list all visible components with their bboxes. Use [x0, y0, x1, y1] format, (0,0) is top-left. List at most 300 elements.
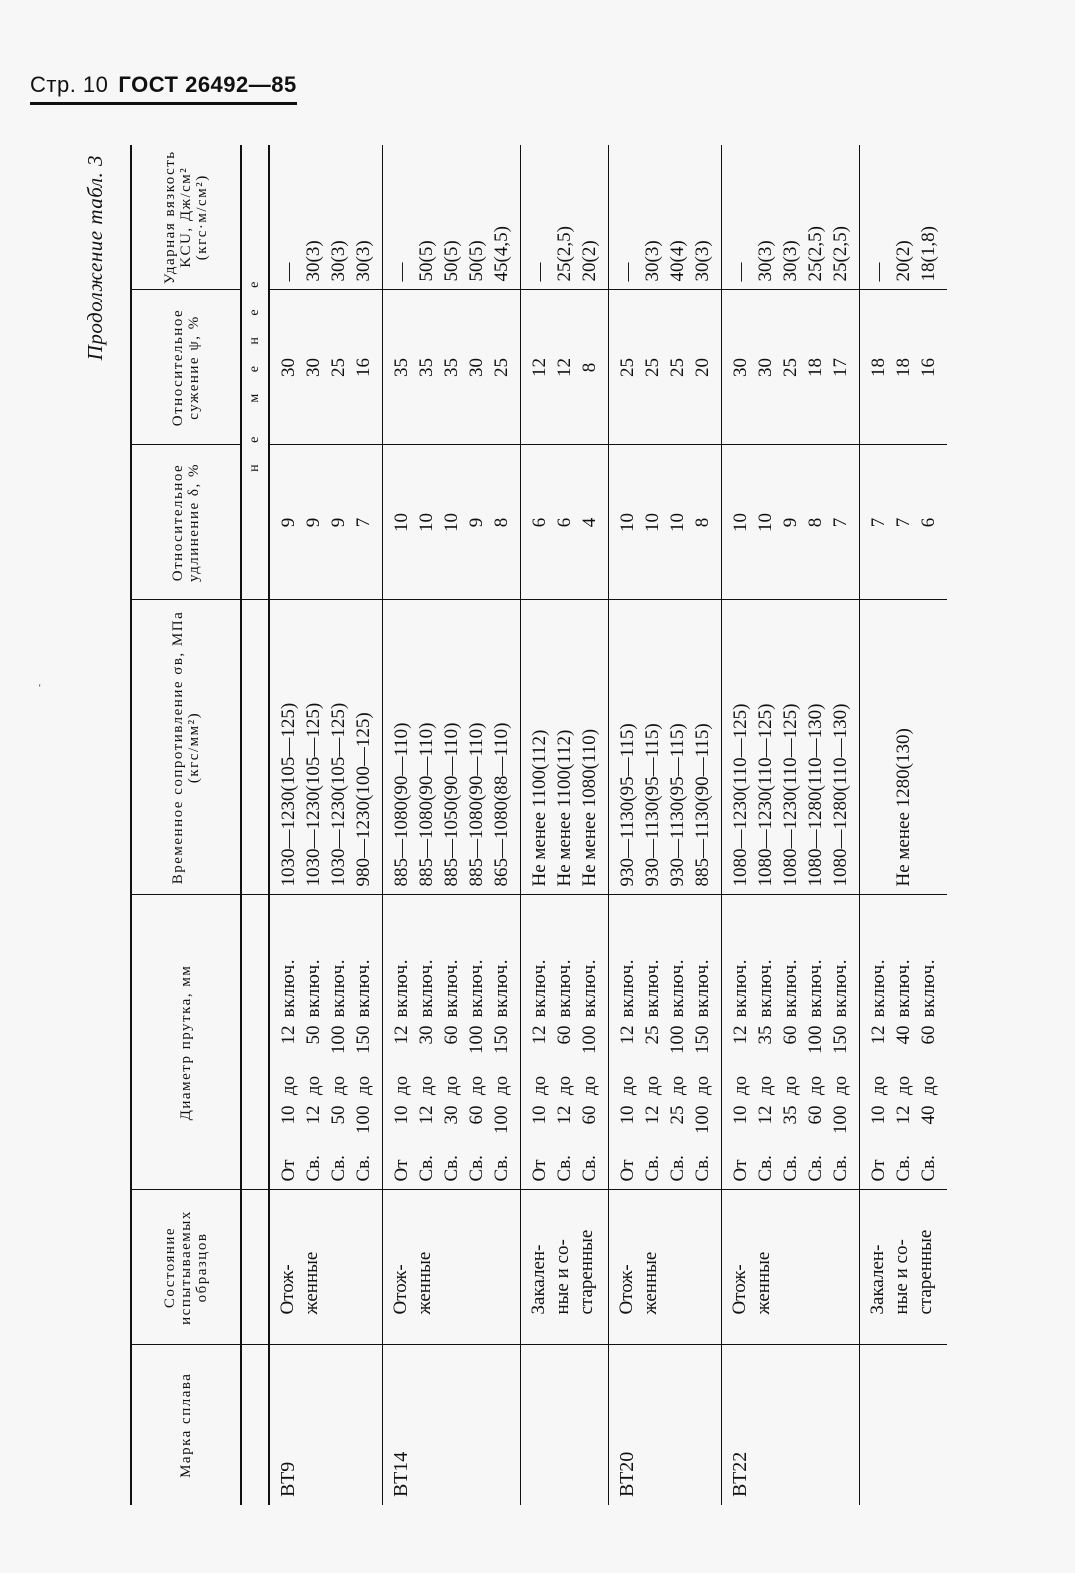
diameter-to: 50: [303, 1025, 324, 1045]
tensile-cell: [383, 600, 521, 895]
diameter-pre: Св.: [466, 1155, 487, 1182]
properties-table: [130, 145, 947, 1505]
diameter-to: 60: [441, 1025, 462, 1045]
elongation-cell-value: 10: [617, 513, 638, 532]
col-tensile: Временное сопротивление σв, МПа (кгс/мм²): [131, 600, 241, 895]
diameter-do: до: [353, 1075, 374, 1096]
diameter-from: 12: [554, 1105, 575, 1125]
reduction-cell-value: 25: [780, 358, 801, 377]
table-group-row: [609, 145, 722, 1505]
elongation-cell-value: 10: [667, 513, 688, 532]
elongation-cell-value: 10: [730, 513, 751, 532]
impact-cell-value: 20(2): [579, 240, 600, 282]
col-elongation: Относительное удлинение δ, %: [131, 445, 241, 600]
diameter-from: 35: [780, 1105, 801, 1125]
diameter-do: до: [642, 1075, 663, 1096]
table-caption: Продолжение табл. 3: [83, 155, 107, 361]
impact-cell-value: 20(2): [893, 240, 914, 282]
alloy-cell: [521, 1345, 609, 1505]
diameter-vkl: включ.: [303, 959, 324, 1018]
impact-cell-value: —: [617, 262, 638, 282]
tensile-cell-value: 885—1080(90—110): [391, 722, 412, 887]
tensile-cell: [609, 600, 722, 895]
tensile-cell-value: 1030—1230(105—125): [328, 702, 349, 887]
diameter-to: 100: [328, 1025, 349, 1054]
diameter-range: [552, 904, 577, 1182]
diameter-to: 150: [491, 1025, 512, 1054]
impact-cell: [521, 145, 609, 290]
rotated-table-block: [85, 145, 1045, 1505]
diameter-range: [439, 904, 464, 1182]
impact-cell: [609, 145, 722, 290]
reduction-cell-value: 30: [303, 358, 324, 377]
diameter-pre: Св.: [805, 1155, 826, 1182]
diameter-to: 12: [868, 1025, 889, 1045]
diameter-vkl: включ.: [353, 959, 374, 1018]
tensile-cell-value: 885—1050(90—110): [441, 722, 462, 887]
tensile-cell-value: 1030—1230(105—125): [303, 702, 324, 887]
diameter-range: [301, 904, 326, 1182]
reduction-cell-value: 35: [391, 358, 412, 377]
diameter-range: [778, 904, 803, 1182]
diameter-from: 60: [805, 1105, 826, 1125]
impact-cell-value: 30(3): [755, 240, 776, 282]
diameter-pre: Св.: [918, 1155, 939, 1182]
tensile-cell-value: 1080—1230(110—125): [780, 703, 801, 887]
diameter-pre: Св.: [893, 1155, 914, 1182]
diameter-to: 150: [830, 1025, 851, 1054]
diameter-to: 100: [805, 1025, 826, 1054]
reduction-cell-value: 35: [441, 358, 462, 377]
diameter-vkl: включ.: [617, 959, 638, 1018]
diameter-pre: Св.: [328, 1155, 349, 1182]
elongation-cell-value: 8: [692, 517, 713, 528]
diameter-from: 100: [353, 1105, 374, 1134]
diameter-from: 100: [830, 1105, 851, 1134]
diameter-from: 10: [617, 1105, 638, 1125]
tensile-cell-value: Не менее 1080(110): [579, 728, 600, 887]
diameter-vkl: включ.: [918, 959, 939, 1018]
diameter-from: 12: [416, 1105, 437, 1125]
diameter-to: 60: [554, 1025, 575, 1045]
diameter-vkl: включ.: [730, 959, 751, 1018]
tensile-cell-value: 885—1080(90—110): [416, 722, 437, 887]
elongation-cell-value: 4: [579, 517, 600, 528]
diameter-do: до: [328, 1075, 349, 1096]
diameter-range: [891, 904, 916, 1182]
diameter-range: [351, 904, 376, 1182]
diameter-do: до: [780, 1075, 801, 1096]
col-reduction: Относительное сужение ψ, %: [131, 290, 241, 445]
table-group-row: [860, 145, 948, 1505]
diameter-range: [326, 904, 351, 1182]
diameter-pre: Св.: [830, 1155, 851, 1182]
impact-cell-value: 25(2,5): [830, 226, 851, 282]
impact-cell-value: 25(2,5): [554, 226, 575, 282]
diameter-range: [753, 904, 778, 1182]
diameter-pre: Св.: [441, 1155, 462, 1182]
reduction-cell-value: 8: [579, 362, 600, 373]
reduction-cell-value: 20: [692, 358, 713, 377]
elongation-cell-value: 8: [805, 517, 826, 528]
reduction-cell-value: 30: [466, 358, 487, 377]
diameter-do: до: [730, 1075, 751, 1096]
diameter-to: 12: [617, 1025, 638, 1045]
diameter-vkl: включ.: [529, 959, 550, 1018]
elongation-cell-value: 7: [353, 517, 374, 528]
state-cell: Закален- ные и со- старенные: [860, 1190, 948, 1345]
reduction-cell-value: 18: [868, 358, 889, 377]
alloy-cell: ВТ9: [277, 1461, 299, 1497]
reduction-cell-value: 30: [730, 358, 751, 377]
tensile-cell-value: 865—1080(88—110): [491, 722, 512, 887]
impact-cell-value: 40(4): [667, 240, 688, 282]
elongation-cell-value: 7: [830, 517, 851, 528]
diameter-cell: [521, 895, 609, 1190]
diameter-pre: Св.: [303, 1155, 324, 1182]
diameter-do: до: [617, 1075, 638, 1096]
diameter-range: [527, 904, 552, 1182]
diameter-range: [728, 904, 753, 1182]
diameter-from: 40: [918, 1105, 939, 1125]
impact-cell-value: 45(4,5): [491, 226, 512, 282]
col-state: Состояние испытываемых образцов: [131, 1190, 241, 1345]
reduction-cell: [521, 290, 609, 445]
diameter-pre: От: [391, 1159, 412, 1182]
diameter-from: 12: [642, 1105, 663, 1125]
reduction-cell: [383, 290, 521, 445]
header-row: [131, 145, 241, 1505]
diameter-to: 150: [692, 1025, 713, 1054]
diameter-vkl: включ.: [755, 959, 776, 1018]
diameter-vkl: включ.: [830, 959, 851, 1018]
diameter-cell: [609, 895, 722, 1190]
diameter-vkl: включ.: [491, 959, 512, 1018]
diameter-from: 50: [328, 1105, 349, 1125]
diameter-cell: [722, 895, 860, 1190]
diameter-to: 12: [529, 1025, 550, 1045]
diameter-vkl: включ.: [868, 959, 889, 1018]
impact-cell: [269, 145, 383, 290]
impact-cell-value: 30(3): [780, 240, 801, 282]
elongation-cell: [722, 445, 860, 600]
diameter-vkl: включ.: [692, 959, 713, 1018]
diameter-range: [414, 904, 439, 1182]
elongation-cell-value: 9: [303, 517, 324, 528]
elongation-cell: [521, 445, 609, 600]
tensile-cell-value: 1080—1230(110—125): [730, 703, 751, 887]
tensile-cell-value: Не менее 1100(112): [554, 729, 575, 887]
diameter-range: [916, 904, 941, 1182]
diameter-range: [866, 904, 891, 1182]
page-number: Стр. 10: [30, 72, 109, 97]
diameter-do: до: [830, 1075, 851, 1096]
diameter-cell: [383, 895, 521, 1190]
diameter-vkl: включ.: [893, 959, 914, 1018]
impact-cell-value: —: [391, 262, 412, 282]
elongation-cell-value: 10: [441, 513, 462, 532]
col-alloy: Марка сплава: [131, 1345, 241, 1505]
tensile-cell-value: 930—1130(95—115): [642, 723, 663, 887]
diameter-vkl: включ.: [642, 959, 663, 1018]
diameter-to: 35: [755, 1025, 776, 1045]
state-cell: Отож- женные: [609, 1190, 722, 1345]
standard-number: ГОСТ 26492—85: [118, 72, 297, 97]
diameter-vkl: включ.: [805, 959, 826, 1018]
tensile-cell: [521, 600, 609, 895]
impact-cell-value: —: [868, 262, 889, 282]
tensile-cell-value: Не менее 1100(112): [529, 729, 550, 887]
reduction-cell-value: 35: [416, 358, 437, 377]
diameter-range: [690, 904, 715, 1182]
state-cell: Отож- женные: [722, 1190, 860, 1345]
diameter-cell: [860, 895, 948, 1190]
diameter-vkl: включ.: [278, 959, 299, 1018]
tensile-cell-value: 885—1080(90—110): [466, 722, 487, 887]
state-cell: Закален- ные и со- старенные: [521, 1190, 609, 1345]
reduction-cell-value: 25: [328, 358, 349, 377]
diameter-pre: От: [617, 1159, 638, 1182]
elongation-cell-value: 6: [529, 517, 550, 528]
diameter-pre: Св.: [579, 1155, 600, 1182]
diameter-pre: Св.: [642, 1155, 663, 1182]
diameter-to: 25: [642, 1025, 663, 1045]
tensile-cell-value: 1080—1280(110—130): [805, 703, 826, 887]
elongation-cell-value: 10: [391, 513, 412, 532]
diameter-to: 100: [579, 1025, 600, 1054]
reduction-cell-value: 17: [830, 358, 851, 377]
state-cell: Отож- женные: [383, 1190, 521, 1345]
diameter-pre: Св.: [692, 1155, 713, 1182]
impact-cell-value: —: [730, 262, 751, 282]
diameter-pre: От: [278, 1159, 299, 1182]
elongation-cell-value: 10: [755, 513, 776, 532]
diameter-pre: Св.: [667, 1155, 688, 1182]
impact-cell-value: 30(3): [642, 240, 663, 282]
reduction-cell: [860, 290, 948, 445]
impact-cell-value: —: [278, 262, 299, 282]
diameter-to: 150: [353, 1025, 374, 1054]
table-group-row: [521, 145, 609, 1505]
impact-cell-value: 50(5): [441, 240, 462, 282]
alloy-cell: ВТ20: [609, 1345, 722, 1505]
tensile-cell-value: 930—1130(95—115): [617, 723, 638, 887]
impact-cell-value: 18(1,8): [918, 226, 939, 282]
elongation-cell-value: 9: [278, 517, 299, 528]
diameter-do: до: [667, 1075, 688, 1096]
elongation-cell: [609, 445, 722, 600]
impact-cell-value: 30(3): [353, 240, 374, 282]
diameter-to: 100: [667, 1025, 688, 1054]
elongation-cell-value: 9: [466, 517, 487, 528]
state-cell: Отож- женные: [269, 1190, 383, 1345]
diameter-range: [276, 904, 301, 1182]
diameter-do: до: [391, 1075, 412, 1096]
diameter-pre: Св.: [353, 1155, 374, 1182]
diameter-to: 12: [391, 1025, 412, 1045]
elongation-cell-value: 6: [918, 517, 939, 528]
diameter-vkl: включ.: [328, 959, 349, 1018]
diameter-from: 10: [529, 1105, 550, 1125]
diameter-range: [640, 904, 665, 1182]
diameter-from: 60: [466, 1105, 487, 1125]
subheader-row: [241, 145, 269, 1505]
diameter-pre: От: [730, 1159, 751, 1182]
tensile-cell-value: 930—1130(95—115): [667, 723, 688, 887]
diameter-from: 12: [755, 1105, 776, 1125]
alloy-cell: ВТ22: [722, 1345, 860, 1505]
diameter-to: 30: [416, 1025, 437, 1045]
diameter-do: до: [579, 1075, 600, 1096]
diameter-to: 12: [730, 1025, 751, 1045]
reduction-cell: [609, 290, 722, 445]
diameter-do: до: [303, 1075, 324, 1096]
diameter-from: 100: [692, 1105, 713, 1134]
impact-cell-value: 50(5): [466, 240, 487, 282]
diameter-do: до: [554, 1075, 575, 1096]
diameter-vkl: включ.: [780, 959, 801, 1018]
diameter-do: до: [278, 1075, 299, 1096]
reduction-cell-value: 25: [667, 358, 688, 377]
reduction-cell: [269, 290, 383, 445]
elongation-cell: [860, 445, 948, 600]
tensile-cell-value: 885—1130(90—115): [692, 723, 713, 887]
diameter-to: 12: [278, 1025, 299, 1045]
tensile-cell: [722, 600, 860, 895]
page-header: [30, 72, 297, 105]
diameter-pre: Св.: [780, 1155, 801, 1182]
reduction-cell-value: 18: [805, 358, 826, 377]
diameter-range: [489, 904, 514, 1182]
elongation-cell-value: 10: [416, 513, 437, 532]
alloy-cell: [860, 1345, 948, 1505]
alloy-cell: ВТ14: [383, 1345, 521, 1505]
reduction-cell-value: 25: [617, 358, 638, 377]
table-group-row: [269, 145, 383, 1505]
diameter-from: 60: [579, 1105, 600, 1125]
diameter-pre: От: [868, 1159, 889, 1182]
diameter-from: 10: [730, 1105, 751, 1125]
diameter-from: 10: [278, 1105, 299, 1125]
diameter-from: 100: [491, 1105, 512, 1134]
diameter-from: 25: [667, 1105, 688, 1125]
elongation-cell: [269, 445, 383, 600]
elongation-cell-value: 8: [491, 517, 512, 528]
elongation-cell-value: 7: [868, 517, 889, 528]
diameter-do: до: [692, 1075, 713, 1096]
diameter-do: до: [893, 1075, 914, 1096]
diameter-vkl: включ.: [391, 959, 412, 1018]
tensile-cell-value: 980—1230(100—125): [353, 712, 374, 887]
min-note: н е м е н е е: [241, 145, 269, 600]
diameter-range: [577, 904, 602, 1182]
reduction-cell-value: 12: [529, 358, 550, 377]
elongation-cell-value: 9: [780, 517, 801, 528]
diameter-range: [464, 904, 489, 1182]
diameter-do: до: [441, 1075, 462, 1096]
diameter-vkl: включ.: [416, 959, 437, 1018]
impact-cell-value: 25(2,5): [805, 226, 826, 282]
col-impact: Ударная вязкость KCU, Дж/см² (кгс·м/см²): [131, 145, 241, 290]
diameter-vkl: включ.: [667, 959, 688, 1018]
diameter-to: 40: [893, 1025, 914, 1045]
diameter-range: [389, 904, 414, 1182]
reduction-cell-value: 25: [642, 358, 663, 377]
elongation-cell-value: 10: [642, 513, 663, 532]
diameter-from: 12: [303, 1105, 324, 1125]
diameter-pre: Св.: [491, 1155, 512, 1182]
reduction-cell-value: 30: [278, 358, 299, 377]
impact-cell-value: —: [529, 262, 550, 282]
diameter-from: 30: [441, 1105, 462, 1125]
scan-mark: ʻ: [38, 683, 42, 694]
elongation-cell-value: 9: [328, 517, 349, 528]
reduction-cell-value: 25: [491, 358, 512, 377]
diameter-range: [665, 904, 690, 1182]
diameter-to: 60: [918, 1025, 939, 1045]
diameter-vkl: включ.: [441, 959, 462, 1018]
impact-cell: [722, 145, 860, 290]
diameter-pre: От: [529, 1159, 550, 1182]
reduction-cell-value: 30: [755, 358, 776, 377]
diameter-from: 10: [391, 1105, 412, 1125]
diameter-vkl: включ.: [554, 959, 575, 1018]
diameter-do: до: [416, 1075, 437, 1096]
diameter-do: до: [918, 1075, 939, 1096]
diameter-pre: Св.: [755, 1155, 776, 1182]
elongation-cell-value: 6: [554, 517, 575, 528]
diameter-from: 12: [893, 1105, 914, 1125]
diameter-cell: [269, 895, 383, 1190]
diameter-range: [828, 904, 853, 1182]
tensile-cell-value: 1030—1230(105—125): [278, 702, 299, 887]
tensile-cell-value: Не менее 1280(130): [893, 728, 914, 887]
tensile-cell: [860, 600, 948, 895]
diameter-range: [615, 904, 640, 1182]
diameter-from: 10: [868, 1105, 889, 1125]
diameter-vkl: включ.: [466, 959, 487, 1018]
tensile-cell: [269, 600, 383, 895]
table-group-row: [383, 145, 521, 1505]
col-diameter: Диаметр прутка, мм: [131, 895, 241, 1190]
diameter-do: до: [755, 1075, 776, 1096]
impact-cell-value: 30(3): [303, 240, 324, 282]
reduction-cell-value: 12: [554, 358, 575, 377]
diameter-range: [803, 904, 828, 1182]
diameter-vkl: включ.: [579, 959, 600, 1018]
diameter-do: до: [868, 1075, 889, 1096]
reduction-cell-value: 18: [893, 358, 914, 377]
diameter-do: до: [491, 1075, 512, 1096]
reduction-cell: [722, 290, 860, 445]
tensile-cell-value: 1080—1230(110—125): [755, 703, 776, 887]
diameter-do: до: [466, 1075, 487, 1096]
diameter-pre: Св.: [416, 1155, 437, 1182]
diameter-to: 100: [466, 1025, 487, 1054]
impact-cell-value: 30(3): [692, 240, 713, 282]
table-group-row: [722, 145, 860, 1505]
impact-cell: [383, 145, 521, 290]
impact-cell: [860, 145, 948, 290]
reduction-cell-value: 16: [918, 358, 939, 377]
diameter-pre: Св.: [554, 1155, 575, 1182]
reduction-cell-value: 16: [353, 358, 374, 377]
impact-cell-value: 30(3): [328, 240, 349, 282]
elongation-cell: [383, 445, 521, 600]
tensile-cell-value: 1080—1280(110—130): [830, 703, 851, 887]
diameter-do: до: [805, 1075, 826, 1096]
impact-cell-value: 50(5): [416, 240, 437, 282]
